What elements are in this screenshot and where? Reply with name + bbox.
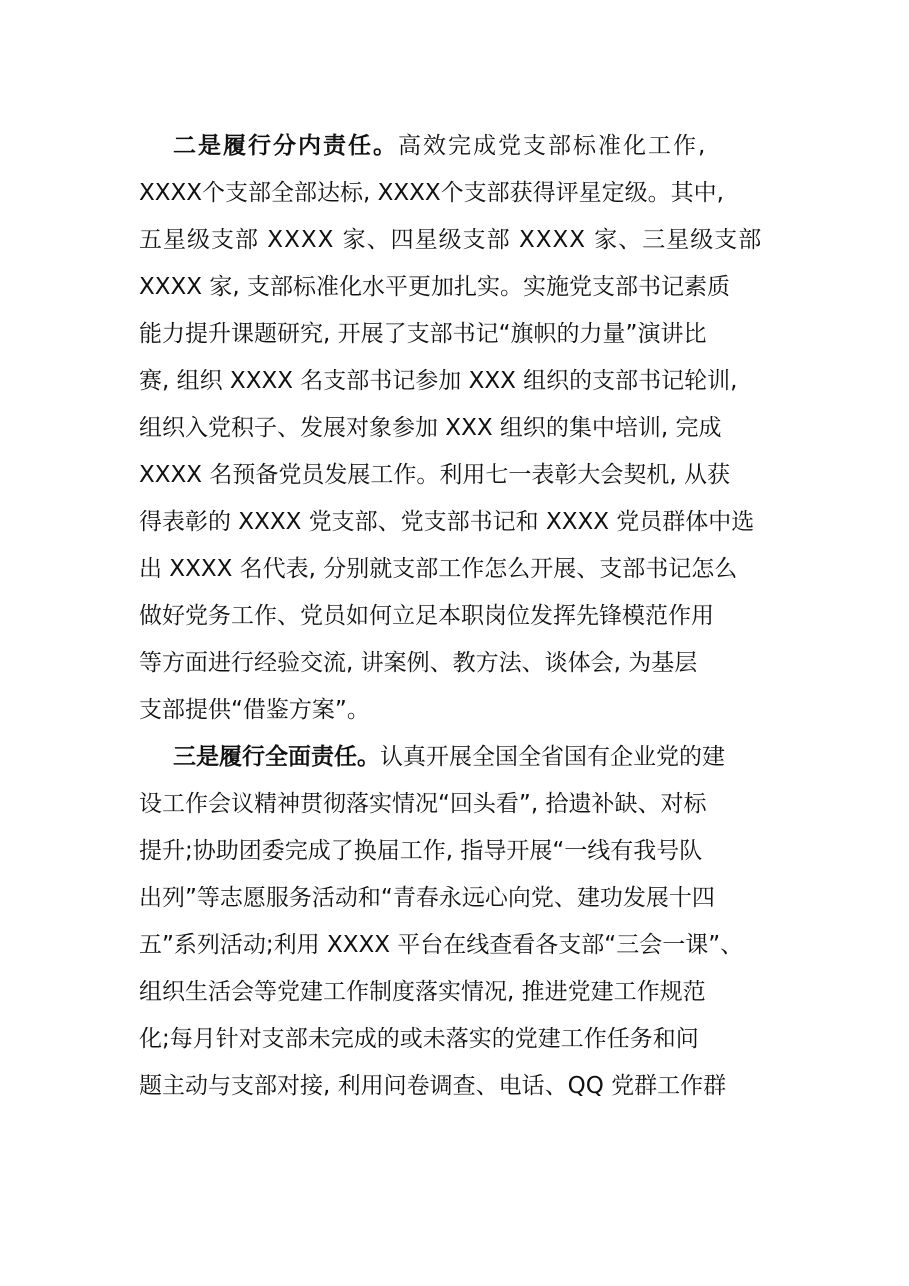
paragraph-2-line-2: 设工作会议精神贯彻落实情况“回头看”, 拾遗补缺、对标 — [139, 791, 707, 817]
paragraph-1-line-11: 做好党务工作、党员如何立足本职岗位发挥先锋模范作用 — [139, 603, 714, 629]
paragraph-1-text: 高效完成党支部标准化工作, — [398, 133, 708, 159]
paragraph-1-line-8: XXXX 名预备党员发展工作。利用七一表彰大会契机, 从获 — [139, 462, 730, 488]
paragraph-2-line-7: 化;每月针对支部未完成的或未落实的党建工作任务和问 — [139, 1026, 699, 1052]
paragraph-1-line-2: XXXX个支部全部达标, XXXX个支部获得评星定级。其中, — [139, 180, 724, 206]
paragraph-1-line-12: 等方面进行经验交流, 讲案例、教方法、谈体会, 为基层 — [139, 650, 698, 676]
paragraph-1-lead: 二是履行分内责任。 — [173, 133, 398, 159]
paragraph-2-line-3: 提升;协助团委完成了换届工作, 指导开展“一线有我号队 — [139, 838, 703, 864]
paragraph-2-line-4: 出列”等志愿服务活动和“青春永远心向党、建功发展十四 — [139, 885, 715, 911]
paragraph-1-line-3: 五星级支部 XXXX 家、四星级支部 XXXX 家、三星级支部 — [139, 227, 763, 253]
paragraph-1-line-9: 得表彰的 XXXX 党支部、党支部书记和 XXXX 党员群体中选 — [139, 509, 755, 535]
paragraph-2-line-5: 五”系列活动;利用 XXXX 平台在线查看各支部“三会一课”、 — [139, 932, 744, 958]
paragraph-1-line-13: 支部提供“借鉴方案”。 — [139, 697, 370, 723]
paragraph-2-text: 认真开展全国全省国有企业党的建 — [380, 744, 725, 770]
paragraph-1-line-10: 出 XXXX 名代表, 分别就支部工作怎么开展、支部书记怎么 — [139, 556, 738, 582]
paragraph-1-line-6: 赛, 组织 XXXX 名支部书记参加 XXX 组织的支部书记轮训, — [139, 368, 738, 394]
paragraph-2-line-6: 组织生活会等党建工作制度落实情况, 推进党建工作规范 — [139, 979, 706, 1005]
paragraph-1-line-5: 能力提升课题研究, 开展了支部书记“旗帜的力量”演讲比 — [139, 321, 707, 347]
document-body — [139, 123, 779, 1110]
paragraph-1-line-1 — [139, 123, 779, 170]
paragraph-2-line-8: 题主动与支部对接, 利用问卷调查、电话、QQ 党群工作群 — [139, 1073, 727, 1099]
paragraph-2-lead: 三是履行全面责任。 — [173, 744, 380, 770]
paragraph-1-line-7: 组织入党积子、发展对象参加 XXX 组织的集中培训, 完成 — [139, 415, 722, 441]
paragraph-2-line-1 — [139, 734, 779, 781]
paragraph-1-line-4: XXXX 家, 支部标准化水平更加扎实。实施党支部书记素质 — [139, 274, 730, 300]
